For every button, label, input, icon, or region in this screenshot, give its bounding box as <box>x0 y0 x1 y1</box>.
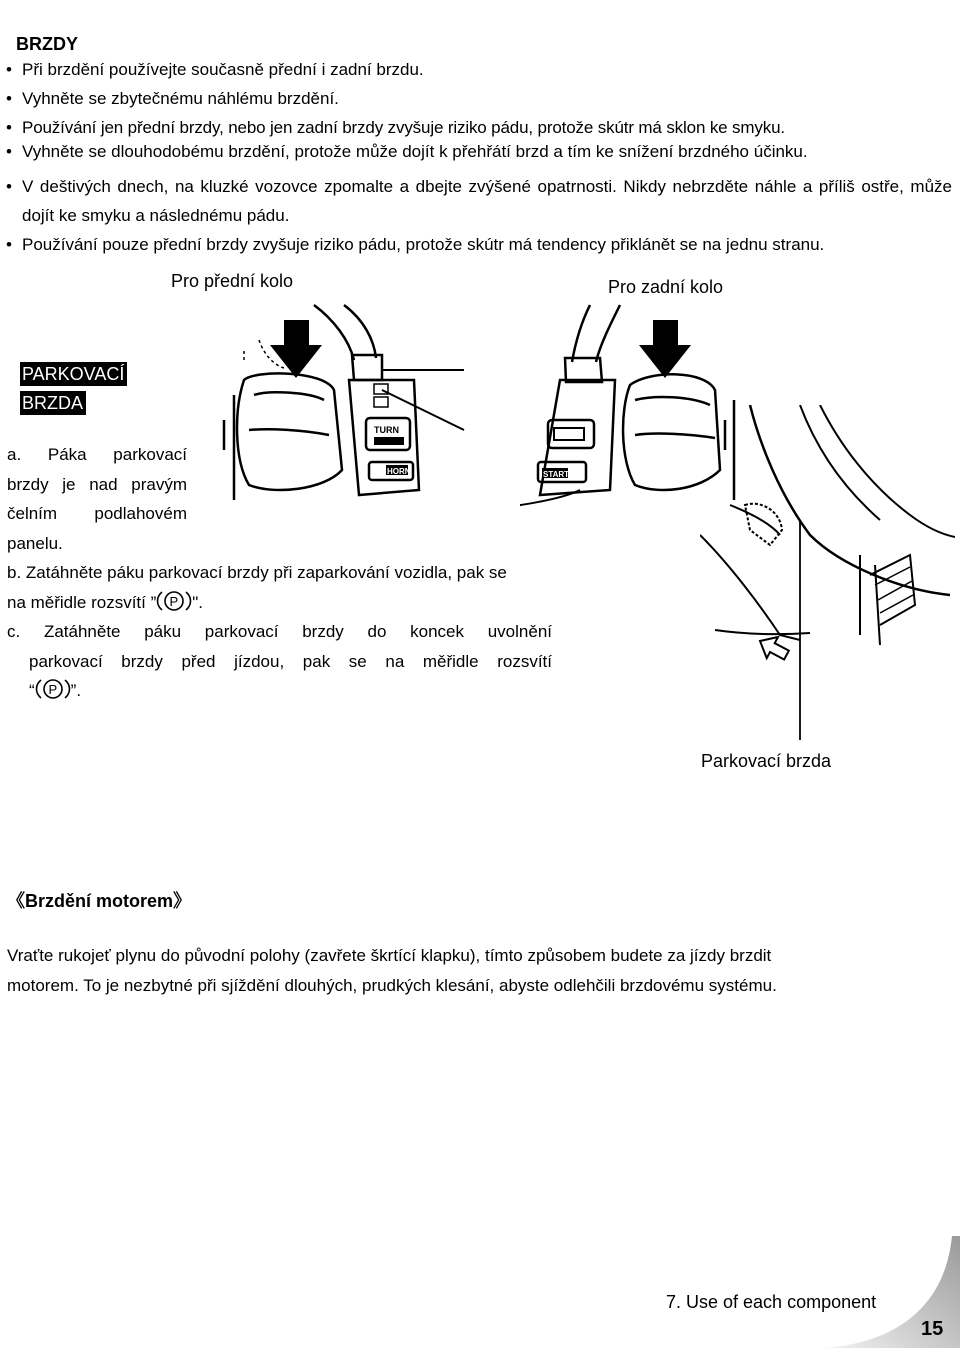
bullet-icon: • <box>6 60 12 79</box>
parking-brake-illustration <box>700 405 955 745</box>
svg-text:P: P <box>48 682 57 697</box>
brake-rules-list <box>6 58 952 264</box>
engine-brake-text: Vraťte rukojeť plynu do původní polohy (zavřete škrtící klapku), tímto způsobem budete za jízdy brzdit motorem. To je nezbytné při sjíždění dlouhých, prudkých klesání, abyste odlehčili brzdovému systému. <box>7 946 777 995</box>
start-label: START <box>543 470 570 479</box>
footer-section-title: 7. Use of each component <box>666 1292 877 1312</box>
caption-parking-brake: Parkovací brzda <box>701 751 832 771</box>
turn-label: TURN <box>374 425 399 435</box>
page-number: 15 <box>921 1318 944 1340</box>
parking-lamp-icon <box>35 678 71 700</box>
caption-rear-wheel: Pro zadní kolo <box>608 277 724 297</box>
page-title: BRZDY <box>16 34 78 54</box>
caption-front-wheel: Pro přední kolo <box>171 271 294 291</box>
list-item: • V deštivých dnech, na kluzké vozovce zpomalte a dbejte zvýšené opatrnosti. Nikdy nebrzděte náhle a příliš ostře, může dojít ke smyku a následnému pádu. <box>6 172 952 230</box>
list-item: • Při brzdění používejte současně přední i zadní brzdu. <box>6 58 952 82</box>
parking-step-a: a. Páka parkovací brzdy je nad pravým čelním podlahovém panelu. <box>7 445 187 553</box>
bullet-icon: • <box>6 118 12 137</box>
bullet-icon: • <box>6 177 12 196</box>
parking-step-c: c. Zatáhněte páku parkovací brzdy do koncek uvolnění parkovací brzdy před jízdou, pak se na měřidle rozsvítí “ P ”. <box>7 622 552 700</box>
list-item: • Vyhněte se dlouhodobému brzdění, protože může dojít k přehřátí brzd a tím ke snížení brzdného účinku. <box>6 140 952 164</box>
svg-text:P: P <box>169 593 179 609</box>
engine-brake-heading: 《Brzdění motorem》 <box>7 891 192 911</box>
parking-label-line1: PARKOVACÍ <box>20 362 127 386</box>
front-brake-illustration <box>214 300 476 530</box>
bullet-icon: • <box>6 235 12 254</box>
list-item: • Používání pouze přední brzdy zvyšuje riziko pádu, protože skútr má tendency přiklánět se na jednu stranu. <box>6 230 952 259</box>
parking-step-b: b. Zatáhněte páku parkovací brzdy při zaparkování vozidla, pak se na měřidle rozsvítí ” P ". <box>7 563 507 612</box>
bullet-icon: • <box>6 89 12 108</box>
list-item: • Vyhněte se zbytečnému náhlému brzdění. <box>6 87 952 111</box>
parking-label-line2: BRZDA <box>20 391 86 415</box>
bullet-icon: • <box>6 142 12 161</box>
parking-lamp-icon <box>156 590 192 612</box>
list-item: • Používání jen přední brzdy, nebo jen zadní brzdy zvyšuje riziko pádu, protože skútr má sklon ke smyku. <box>6 116 952 140</box>
horn-label: HORN <box>387 467 411 476</box>
